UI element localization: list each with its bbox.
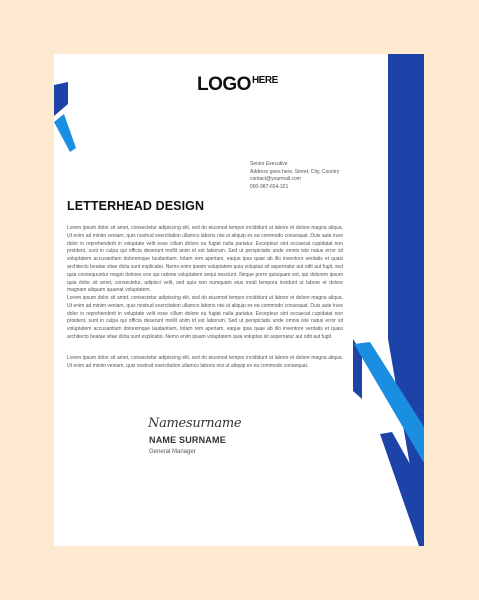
body-paragraph-1: Lorem ipsum dolor sit amet, consectetur adipiscing elit, sed do eiusmod tempor incididunt ut labore et dolore magna aliqua. Ut enim ad minim veniam, quis nostrud exercitation ullamco laboris nisi ut aliquip ex ea commodo consequat. Duis aute irure dolor in reprehenderit in voluptate velit esse cillum dolore eu fugiat nulla pariatur. Excepteur sint occaecat cupidatat non proident, sunt in culpa qui officia deserunt mollit anim id est laborum. Sed ut perspiciatis unde omnis iste natus error sit voluptatem accusantium doloremque laudantium, totam rem aperiam, eaque ipsa quae ab illo inventore veritatis et quasi architecto beatae vitae dicta sunt explicabo. Nemo enim ipsam voluptatem quia voluptas sit aspernatur aut odit aut fugit, sed quia consequuntur magni dolores eos qui ratione voluptatem sequi nesciunt. Neque porro quisquam est, qui dolorem ipsum quia dolor sit amet, consectetur, adipisci velit, sed quia non numquam eius modi tempora incidunt ut labore et dolore magnam aliquam quaerat voluptatem. <box>67 225 343 294</box>
contact-title: Senior Executive <box>250 161 288 167</box>
signature-title: General Manager <box>149 449 196 455</box>
contact-phone: 000-987-654-321 <box>250 183 289 190</box>
top-left-dark-stripe <box>54 82 68 116</box>
logo-sup-text: HERE <box>251 75 278 86</box>
contact-email: contact@yourmail.com <box>250 176 301 183</box>
contact-block <box>250 161 380 191</box>
signature-script: Namesurname <box>148 416 242 431</box>
letterhead-heading: LETTERHEAD DESIGN <box>67 199 205 213</box>
contact-address: Address goes here, Street, City, Country <box>250 168 340 175</box>
body-paragraph-3: Lorem ipsum dolor sit amet, consectetur adipiscing elit, sed do eiusmod tempor incididunt ut labore et dolore magna aliqua. Ut enim ad minim veniam, quis nostrud exercitation ullamco laboris nisi ut aliquip ex ea commodo consequat. <box>67 355 343 369</box>
top-left-decoration <box>54 82 80 154</box>
letterhead-sheet <box>54 54 424 546</box>
signature-name: NAME SURNAME <box>149 435 226 445</box>
top-left-light-stripe <box>54 114 76 152</box>
company-logo <box>197 74 278 96</box>
bottom-right-decoration <box>344 339 424 546</box>
body-paragraph-2: Lorem ipsum dolor sit amet, consectetur adipiscing elit, sed do eiusmod tempor incididunt ut labore et dolore magna aliqua. Ut enim ad minim veniam, quis nostrud exercitation ullamco laboris nisi ut aliquip ex ea commodo consequat. Duis aute irure dolor in reprehenderit in voluptate velit esse cillum dolore eu fugiat nulla pariatur. Excepteur sint occaecat cupidatat non proident, sunt in culpa qui officia deserunt mollit anim id est laborum. Sed ut perspiciatis unde omnis iste natus error sit voluptatem accusantium doloremque laudantium, totam rem aperiam, eaque ipsa quae ab illo inventore veritatis et quasi architecto beatae vitae dicta sunt explicabo. Nemo enim ipsam voluptatem quia voluptas sit aspernatur aut odit aut fugit. <box>67 295 343 340</box>
logo-main-text: LOGO <box>197 74 251 95</box>
